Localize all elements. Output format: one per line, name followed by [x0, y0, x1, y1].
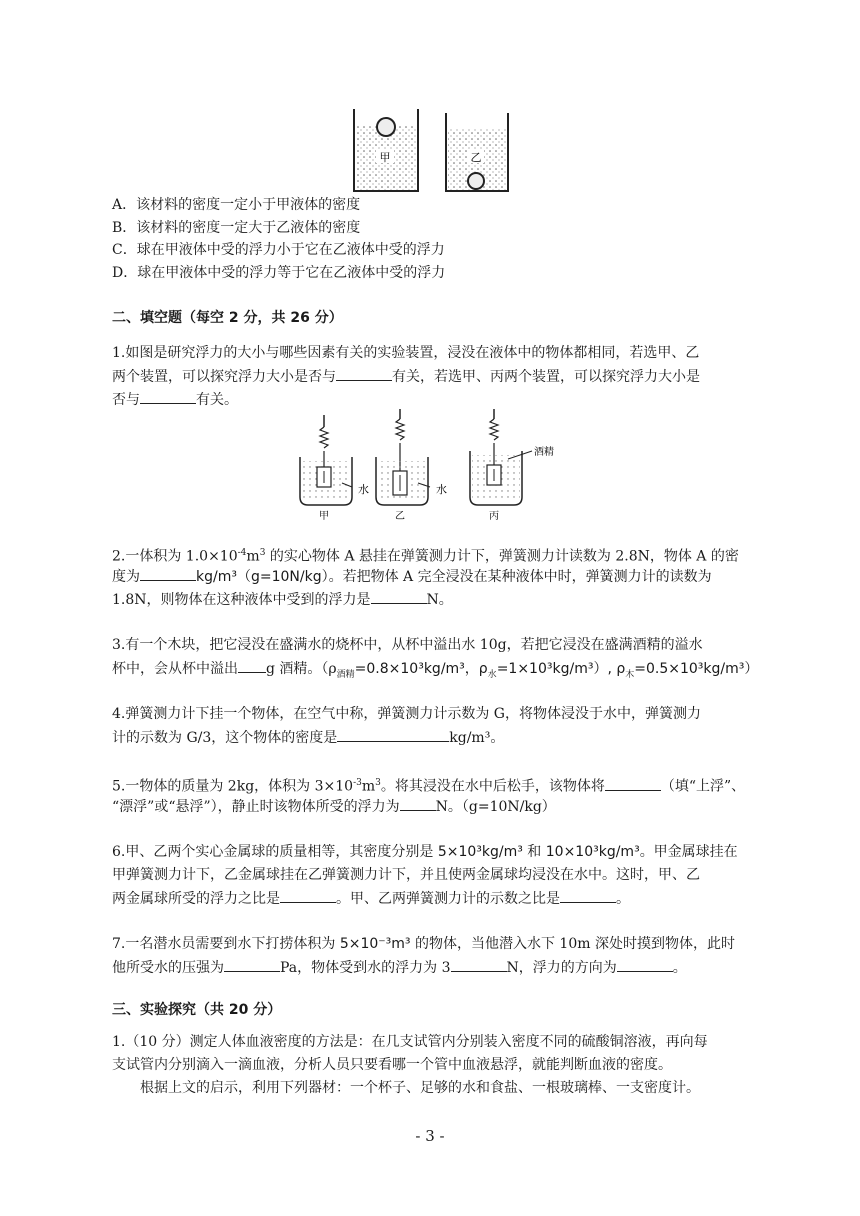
option-b: B．该材料的密度一定大于乙液体的密度 — [112, 220, 361, 236]
section3-title: 三、实验探究（共 20 分） — [112, 1002, 282, 1018]
s3q1-line1: 1.（10 分）测定人体血液密度的方法是：在几支试管内分别装入密度不同的硫酸铜溶液，再向每 — [112, 1034, 708, 1050]
q6-line1: 6.甲、乙两个实心金属球的质量相等，其密度分别是 5×10³kg/m³ 和 10×10³kg/m³。甲金属球挂在 — [112, 844, 738, 860]
s3q1-line2: 支试管内分别滴入一滴血液，分析人员只要看哪一个管中血液悬浮，就能判断血液的密度。 — [112, 1057, 672, 1073]
q6-line3: 两金属球所受的浮力之比是 。甲、乙两弹簧测力计的示数之比是 。 — [112, 888, 630, 909]
beaker-jia-label: 甲 — [319, 511, 329, 522]
water-label-2: 水 — [436, 483, 447, 496]
beaker-left — [354, 109, 418, 191]
q2-line2: 度为 kg/m³（g=10N/kg）。若把物体 A 完全浸没在某种液体中时，弹簧测力计的读数为 — [112, 566, 712, 587]
q3-line2: 杯中，会从杯中溢出 g 酒精。（$\rho_{酒精}=0.8\times 10^3kg/m^3$，$\rho_水=1\times 10^3kg/m^3$）, $\rho_木=0.5\times 10^3kg/m^3$） — [112, 658, 758, 685]
page-number: - 3 - — [415, 1127, 445, 1145]
alcohol-label: 酒精 — [534, 447, 554, 458]
q1-line1: 1.如图是研究浮力的大小与哪些因素有关的实验装置，浸没在液体中的物体都相同，若选甲、乙 — [112, 345, 700, 361]
q6-line2: 甲弹簧测力计下，乙金属球挂在乙弹簧测力计下，并且使两金属球均浸没在水中。这时，甲、乙 — [112, 867, 700, 883]
beaker-bing — [470, 409, 554, 522]
beaker-left-label: 甲 — [379, 151, 391, 164]
q3-line1: 3.有一个木块，把它浸没在盛满水的烧杯中，从杯中溢出水 10g，若把它浸没在盛满酒精的溢水 — [112, 637, 703, 653]
q7-line1: 7.一名潜水员需要到水下打捞体积为 5×10⁻³m³ 的物体，当他潜入水下 10m 深处时摸到物体，此时 — [112, 936, 735, 952]
option-d: D．球在甲液体中受的浮力等于它在乙液体中受的浮力 — [112, 265, 446, 281]
s3q1-line3: 根据上文的启示，利用下列器材：一个杯子、足够的水和食盐、一根玻璃棒、一支密度计。 — [140, 1080, 700, 1096]
option-c: C．球在甲液体中受的浮力小于它在乙液体中受的浮力 — [112, 242, 445, 258]
option-a: A．该材料的密度一定小于甲液体的密度 — [112, 197, 361, 213]
beakers-figure — [350, 107, 510, 193]
q5-line1: 5.一物体的质量为 2kg，体积为 $3\times 10^{-3}m^3$。将其浸没在水中后松手，该物体将 （填“上浮”、 — [112, 773, 745, 797]
water-label-1: 水 — [358, 483, 369, 496]
q2-line3: 1.8N，则物体在这种液体中受到的浮力是 N。 — [112, 589, 453, 610]
q4-line1: 4.弹簧测力计下挂一个物体，在空气中称，弹簧测力计示数为 G，将物体浸没于水中，弹簧测力 — [112, 706, 701, 722]
beaker-right — [446, 113, 508, 191]
spring-scale-figure — [296, 405, 572, 523]
q1-line3: 否与 有关。 — [112, 389, 238, 410]
beaker-right-label: 乙 — [470, 151, 482, 164]
beaker-bing-label: 丙 — [489, 511, 499, 522]
section2-title: 二、填空题（每空 2 分，共 26 分） — [112, 310, 343, 326]
beaker-yi — [376, 409, 447, 522]
beaker-yi-label: 乙 — [395, 511, 405, 522]
q2-line1: 2.一体积为 $1.0\times 10^{-4}m^3$ 的实心物体 A 悬挂在弹簧测力计下，弹簧测力计读数为 2.8N，物体 A 的密 — [112, 548, 739, 565]
q7-line2: 他所受水的压强为 Pa，物体受到水的浮力为 3 N，浮力的方向为 。 — [112, 957, 687, 978]
q4-line2: 计的示数为 G/3，这个物体的密度是 kg/m³。 — [112, 727, 504, 748]
beaker-jia — [300, 415, 369, 522]
q1-line2: 两个装置，可以探究浮力大小是否与 有关，若选甲、丙两个装置，可以探究浮力大小是 — [112, 366, 700, 387]
q5-line2: “漂浮”或“悬浮”），静止时该物体所受的浮力为 N。（g=10N/kg） — [112, 796, 556, 817]
